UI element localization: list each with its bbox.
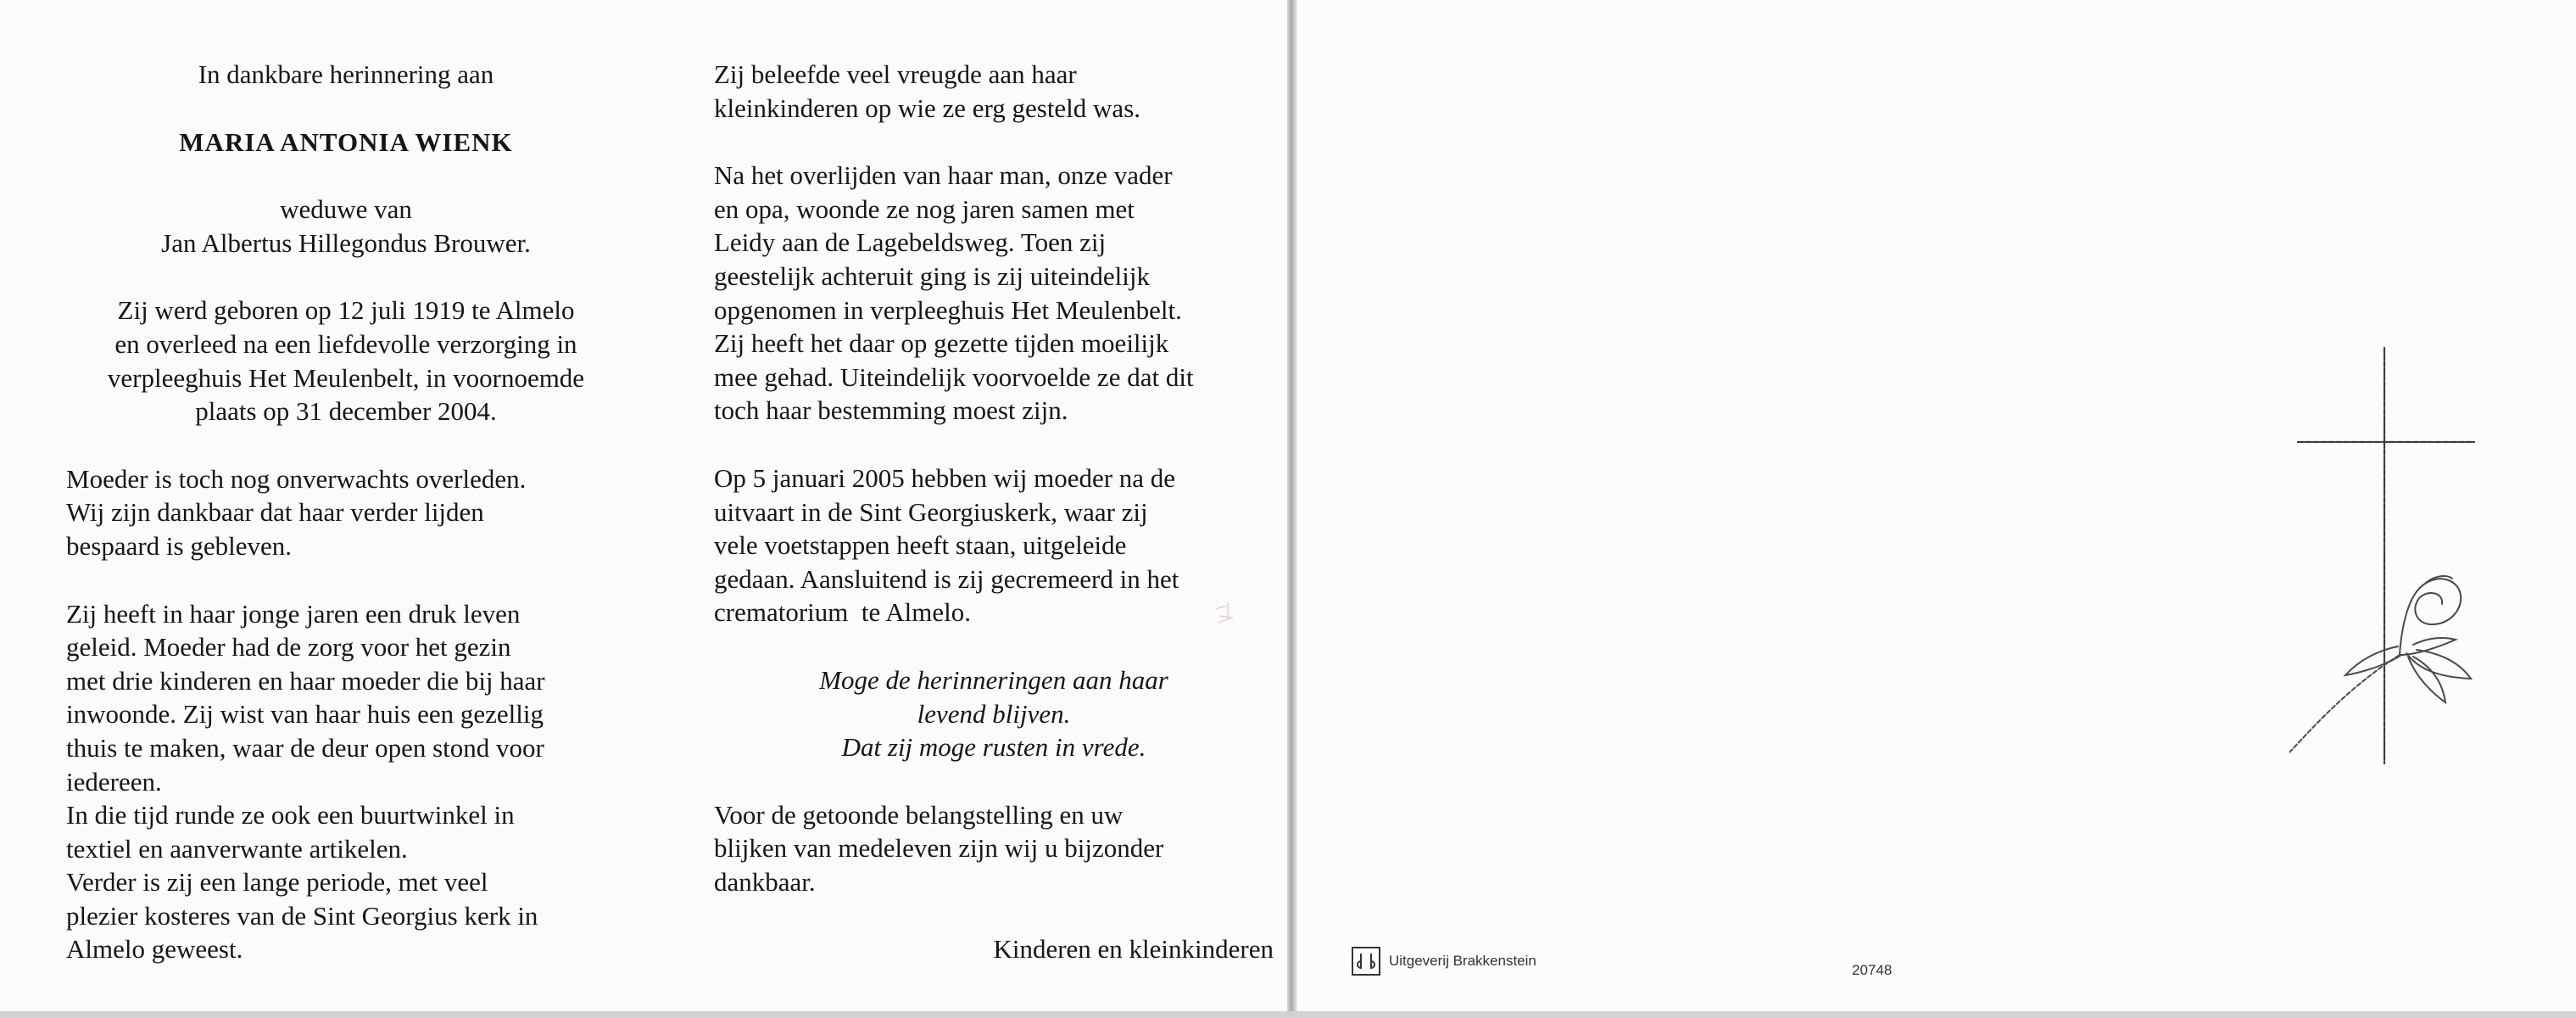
text-line: met drie kinderen en haar moeder die bij haar	[66, 665, 545, 696]
text-line: Voor de getoonde belangstelling en uw	[714, 799, 1124, 830]
text-line: crematorium te Almelo.	[714, 597, 972, 628]
birth-paragraph	[66, 294, 626, 428]
text-line: Op 5 januari 2005 hebben wij moeder na de	[714, 462, 1176, 493]
verse	[714, 663, 1274, 764]
text-line: dankbaar.	[714, 866, 816, 897]
signature: Kinderen en kleinkinderen	[993, 934, 1274, 965]
text-line: bespaard is gebleven.	[66, 530, 292, 561]
paragraph	[714, 798, 1274, 899]
cross-with-rose-icon	[2289, 339, 2493, 772]
text-line: levend blijven.	[917, 698, 1071, 729]
inner-panel	[0, 0, 1287, 1011]
text-line: Leidy aan de Lagebeldsweg. Toen zij	[714, 227, 1107, 258]
text-line: textiel en aanverwante artikelen.	[66, 833, 408, 864]
card-fold	[1287, 0, 1297, 1018]
text-line: Zij heeft het daar op gezette tijden moeilijk	[714, 328, 1169, 359]
text-line: Moge de herinneringen aan haar	[819, 664, 1168, 695]
text-line: toch haar bestemming moest zijn.	[714, 395, 1068, 426]
card-code: 20748	[1852, 962, 1893, 978]
text-line: Moeder is toch nog onverwachts overleden.	[66, 463, 527, 494]
paragraph	[66, 462, 626, 563]
text-line: gedaan. Aansluitend is zij gecremeerd in het	[714, 563, 1179, 594]
text-line: en overleed na een liefdevolle verzorging in	[114, 328, 577, 359]
text-line: Zij werd geboren op 12 juli 1919 te Almelo	[117, 295, 575, 326]
publisher-name: Uitgeverij Brakkenstein	[1389, 953, 1536, 969]
paragraph	[714, 58, 1274, 125]
paragraph	[714, 461, 1274, 629]
widow-line: weduwe van	[280, 194, 412, 225]
text-column-left	[66, 58, 626, 966]
text-line: geestelijk achteruit ging is zij uiteindelijk	[714, 260, 1150, 291]
text-line: plezier kosteres van de Sint Georgius kerk in	[66, 900, 538, 931]
text-column-right	[714, 58, 1274, 966]
faint-stamp-mark	[1211, 594, 1245, 636]
text-line: In die tijd runde ze ook een buurtwinkel in	[66, 800, 515, 831]
publisher-mark	[1352, 947, 1536, 976]
text-line: uitvaart in de Sint Georgiuskerk, waar zij	[714, 496, 1148, 527]
text-line: plaats op 31 december 2004.	[195, 396, 497, 427]
text-line: Verder is zij een lange periode, met veel	[66, 867, 488, 898]
text-line: inwoonde. Zij wist van haar huis een gezellig	[66, 699, 544, 730]
text-line: Wij zijn dankbaar dat haar verder lijden	[66, 497, 484, 528]
text-line: vele voetstappen heeft staan, uitgeleide	[714, 530, 1127, 561]
paragraph	[66, 597, 626, 967]
text-line: verpleeghuis Het Meulenbelt, in voornoemde	[107, 362, 585, 393]
spouse-name: Jan Albertus Hillegondus Brouwer.	[161, 227, 531, 258]
text-line: geleid. Moeder had de zorg voor het gezin	[66, 632, 511, 663]
text-line: Zij heeft in haar jonge jaren een druk leven	[66, 598, 521, 629]
paragraph	[714, 159, 1274, 428]
text-line: Zij beleefde veel vreugde aan haar	[714, 59, 1077, 89]
text-line: kleinkinderen op wie ze erg gesteld was.	[714, 92, 1141, 123]
text-line: thuis te maken, waar de deur open stond voor	[66, 732, 544, 763]
deceased-name: MARIA ANTONIA WIENK	[179, 126, 513, 157]
publisher-logo-icon	[1352, 947, 1380, 976]
bottom-edge	[0, 1011, 2576, 1018]
text-line: mee gehad. Uiteindelijk voorvoelde ze dat dit	[714, 361, 1194, 392]
text-line: Na het overlijden van haar man, onze vader	[714, 160, 1173, 191]
text-line: blijken van medeleven zijn wij u bijzonder	[714, 833, 1164, 864]
text-line: opgenomen in verpleeghuis Het Meulenbelt.	[714, 294, 1182, 325]
text-line: en opa, woonde ze nog jaren samen met	[714, 193, 1135, 224]
text-line: Almelo geweest.	[66, 934, 243, 965]
intro-line: In dankbare herinnering aan	[198, 59, 494, 89]
text-line: iedereen.	[66, 766, 162, 797]
text-line: Dat zij moge rusten in vrede.	[841, 732, 1146, 763]
